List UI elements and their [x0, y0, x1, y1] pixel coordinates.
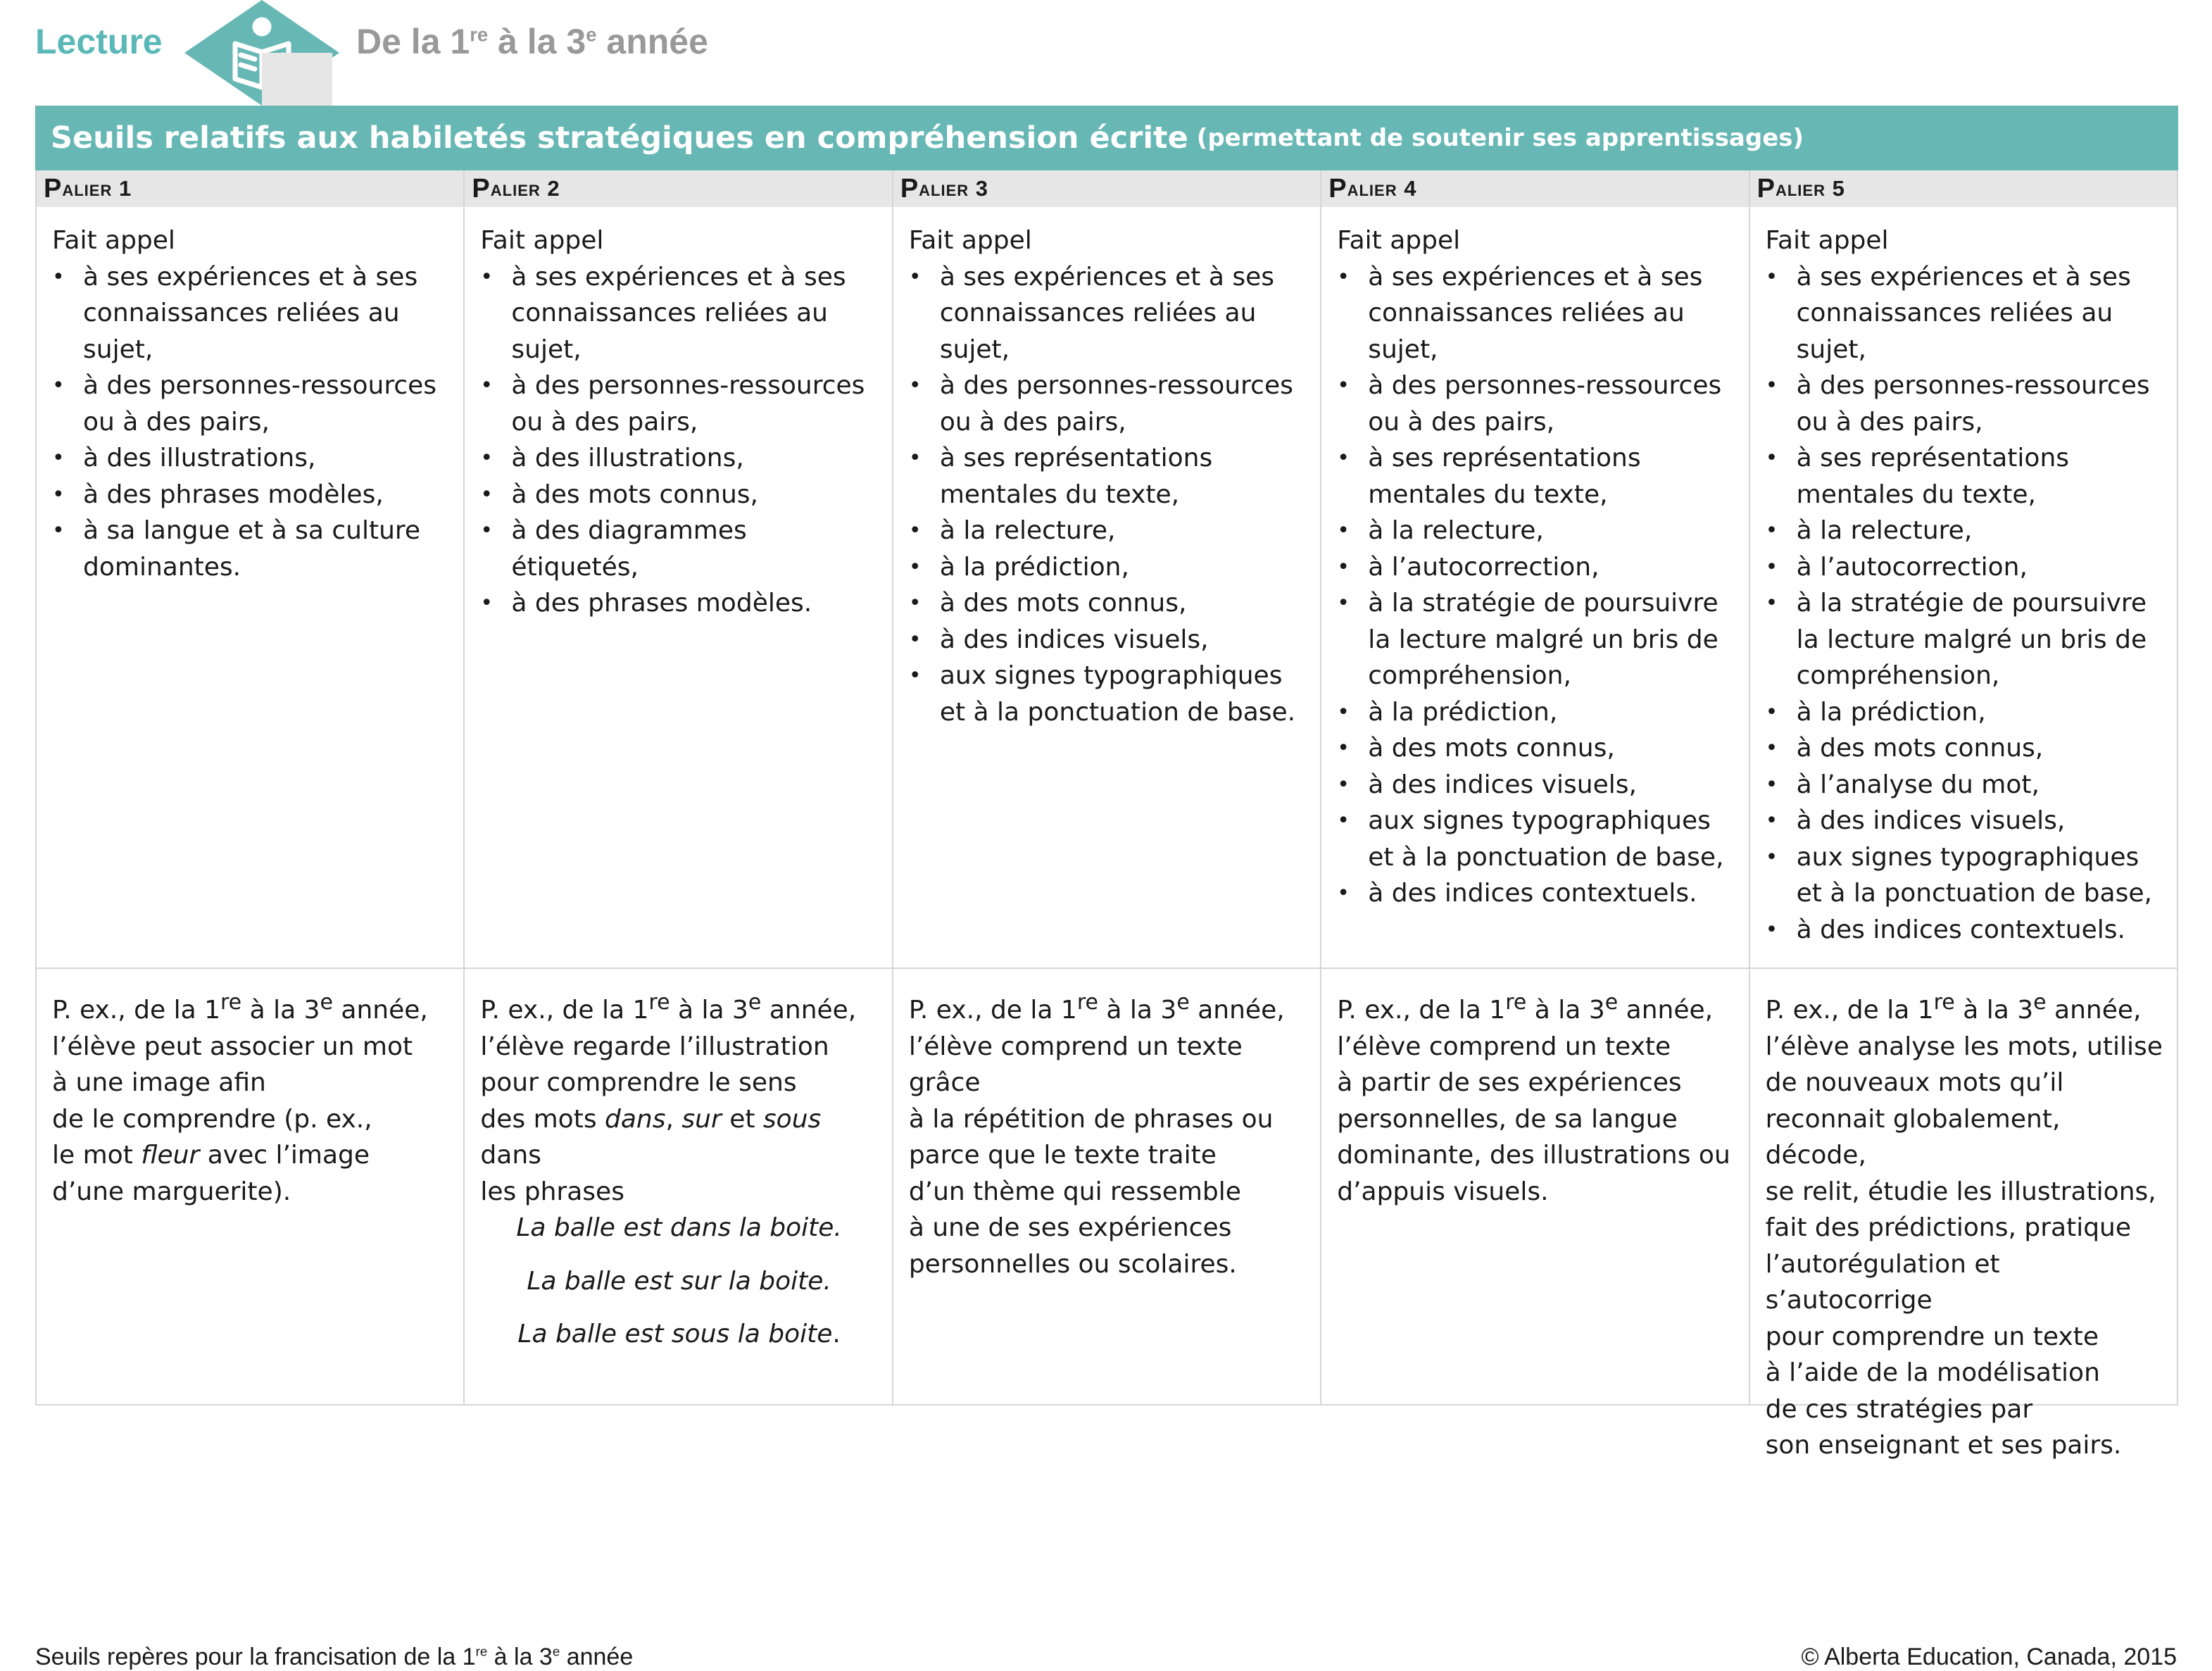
strategy-item: • à des mots connus,	[480, 477, 877, 513]
section-title: Lecture	[35, 22, 163, 61]
strategy-item: • à des illustrations,	[52, 440, 449, 477]
banner-title: Seuils relatifs aux habiletés stratégiques en compréhension écrite	[51, 120, 1188, 156]
strategy-item: • à l’autocorrection,	[1337, 549, 1734, 586]
example-cell-3	[893, 969, 1321, 1404]
cell-intro: Fait appel	[1765, 226, 1889, 255]
strategy-item: • à la stratégie de poursuivre la lecture malgré un bris de compréhension,	[1766, 585, 2163, 694]
example-sentence-3: La balle est sous la boite.	[517, 1320, 841, 1348]
strategy-item: • à ses expériences et à ses connaissances reliées au sujet,	[1766, 259, 2163, 368]
strategy-item: • aux signes typographiques et à la ponctuation de base.	[909, 658, 1306, 730]
strategy-item: • à la stratégie de poursuivre la lecture malgré un bris de compréhension,	[1337, 585, 1734, 694]
strategy-item: • à des personnes-ressources ou à des pairs,	[1766, 368, 2163, 440]
example-text: l’élève regarde l’illustration pour comprendre le sens des mots dans, sur et sous dans les phrases	[480, 1032, 829, 1206]
strategy-list	[1337, 259, 1734, 912]
strategy-item: • à ses expériences et à ses connaissances reliées au sujet,	[480, 259, 877, 368]
strategy-item: • à des personnes-ressources ou à des pairs,	[909, 368, 1306, 440]
strategy-item: • à des illustrations,	[480, 440, 877, 477]
palier-header-2: P alier 2	[465, 170, 893, 207]
strategy-item: • à la prédiction,	[1337, 694, 1734, 731]
footer-copyright: © Alberta Education, Canada, 2015	[1801, 1644, 2177, 1670]
example-lead: P. ex., de la 1re à la 3e année,	[480, 990, 857, 1025]
strategy-item: • à la relecture,	[1337, 513, 1734, 549]
palier-header-4: P alier 4	[1321, 170, 1749, 207]
example-sentence-1: La balle est dans la boite.	[516, 1213, 842, 1242]
banner-subtitle: (permettant de soutenir ses apprentissages)	[1196, 124, 1804, 152]
strategy-item: • à des indices visuels,	[1337, 767, 1734, 803]
example-text: l’élève peut associer un mot à une image afin de le comprendre (p. ex., le mot fleur avec l’image d’une marguerite).	[52, 1032, 413, 1206]
example-cell-5	[1750, 969, 2178, 1460]
strategies-row	[35, 207, 2178, 969]
strategy-item: • aux signes typographiques et à la ponctuation de base,	[1337, 803, 1734, 875]
strategy-item: • à la prédiction,	[1766, 694, 2163, 731]
example-cell-2	[465, 969, 893, 1404]
palier-header-1: P alier 1	[37, 170, 465, 207]
example-cell-4	[1321, 969, 1749, 1404]
strategy-item: • à des diagrammes étiquetés,	[480, 513, 877, 585]
example-text: l’élève comprend un texte à partir de ses expériences personnelles, de sa langue dominante, des illustrations ou d’appuis visuels.	[1337, 1032, 1730, 1206]
strategy-item: • à la prédiction,	[909, 549, 1306, 586]
strategy-item: • à des mots connus,	[909, 585, 1306, 622]
example-lead: P. ex., de la 1re à la 3e année,	[52, 990, 428, 1025]
strategy-item: • à des indices contextuels.	[1766, 912, 2163, 949]
strategies-cell	[893, 207, 1321, 968]
strategy-item: • à la relecture,	[909, 513, 1306, 549]
palier-header-3: P alier 3	[893, 170, 1321, 207]
header-gray-tab	[262, 53, 332, 106]
palier-header-row	[35, 170, 2178, 207]
strategies-cell	[1750, 207, 2178, 968]
strategy-list	[1766, 259, 2163, 949]
strategy-item: • à ses expériences et à ses connaissances reliées au sujet,	[909, 259, 1306, 368]
strategy-list	[52, 259, 449, 586]
example-lead: P. ex., de la 1re à la 3e année,	[1337, 990, 1714, 1025]
strategy-item: • à des personnes-ressources ou à des pairs,	[1337, 368, 1734, 440]
strategy-list	[909, 259, 1306, 731]
strategy-item: • à la relecture,	[1766, 513, 2163, 549]
example-sentence-2: La balle est sur la boite.	[527, 1266, 831, 1296]
strategy-item: • à des phrases modèles.	[480, 585, 877, 622]
strategy-item: • à des personnes-ressources ou à des pairs,	[480, 368, 877, 440]
strategy-item: • à des mots connus,	[1337, 730, 1734, 767]
strategy-item: • à sa langue et à sa culture dominantes.	[52, 513, 449, 585]
strategy-item: • à des indices contextuels.	[1337, 875, 1734, 912]
footer-document-title: Seuils repères pour la francisation de la 1re à la 3e année	[35, 1644, 634, 1670]
cell-intro: Fait appel	[908, 226, 1032, 255]
strategy-item: • à des personnes-ressources ou à des pairs,	[52, 368, 449, 440]
strategy-item: • à des phrases modèles,	[52, 477, 449, 513]
strategy-item: • à ses représentations mentales du texte,	[1337, 440, 1734, 513]
example-text: l’élève comprend un texte grâce à la répétition de phrases ou parce que le texte traite d’un thème qui ressemble à une de ses expériences personnelles ou scolaires.	[908, 1032, 1274, 1279]
strategies-cell	[465, 207, 893, 968]
example-lead: P. ex., de la 1re à la 3e année,	[1765, 990, 2142, 1025]
example-text: l’élève analyse les mots, utilise de nouveaux mots qu’il reconnait globalement, décode, se relit, étudie les illustrations, fait des prédictions, pratique l’autorégulation et s’autocorrige pour comprendre un texte à l’aide de la modélisation de ces stratégies par son enseignant et ses pairs.	[1765, 1032, 2163, 1460]
table-banner	[35, 106, 2178, 170]
strategies-cell	[37, 207, 465, 968]
example-cell-1	[37, 969, 465, 1404]
palier-header-5: P alier 5	[1750, 170, 2178, 207]
strategy-item: • à des indices visuels,	[1766, 803, 2163, 839]
strategy-item: • à des mots connus,	[1766, 730, 2163, 767]
strategy-item: • à ses expériences et à ses connaissances reliées au sujet,	[52, 259, 449, 368]
strategy-item: • à l’analyse du mot,	[1766, 767, 2163, 803]
cell-intro: Fait appel	[52, 226, 175, 255]
strategy-list	[480, 259, 877, 622]
strategy-item: • aux signes typographiques et à la ponctuation de base,	[1766, 839, 2163, 912]
strategy-item: • à ses représentations mentales du texte,	[1766, 440, 2163, 513]
cell-intro: Fait appel	[480, 226, 604, 255]
examples-row	[35, 969, 2178, 1460]
strategy-item: • à ses représentations mentales du texte,	[909, 440, 1306, 513]
cell-intro: Fait appel	[1337, 226, 1461, 255]
strategy-item: • à ses expériences et à ses connaissances reliées au sujet,	[1337, 259, 1734, 368]
example-lead: P. ex., de la 1re à la 3e année,	[908, 990, 1285, 1025]
grade-range-title: De la 1re à la 3e année	[356, 22, 708, 61]
thresholds-table	[35, 106, 2178, 1460]
strategy-item: • à des indices visuels,	[909, 622, 1306, 658]
strategy-item: • à l’autocorrection,	[1766, 549, 2163, 586]
strategies-cell	[1321, 207, 1749, 968]
